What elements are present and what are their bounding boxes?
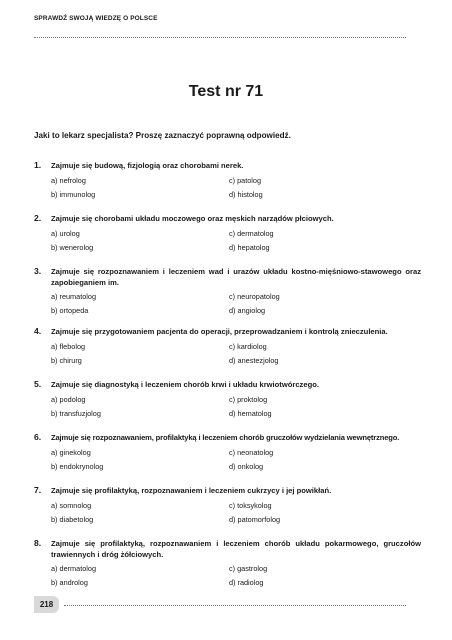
page-title: Test nr 71 [188,83,264,100]
option-b[interactable]: b) endokrynolog [51,462,104,471]
option-d[interactable]: d) anestezjolog [229,356,279,365]
question-text: Zajmuje się diagnostyką i leczeniem chorób krwi i układu krwiotwórczego. [51,380,319,389]
option-d[interactable]: d) patomorfolog [229,515,281,524]
option-d[interactable]: d) radiolog [229,578,264,587]
instruction: Jaki to lekarz specjalista? Proszę zaznaczyć poprawną odpowiedź. [34,131,291,140]
option-a[interactable]: a) podolog [51,395,86,404]
question-number: 4. [34,326,42,336]
option-b[interactable]: b) chirurg [51,356,82,365]
question-text: Zajmuje się profilaktyką, rozpoznawaniem i leczeniem cukrzycy i jej powikłań. [51,486,332,495]
question-number: 7. [34,485,42,495]
option-c[interactable]: c) proktolog [229,395,268,404]
question-text: Zajmuje się rozpoznawaniem, profilaktyką i leczeniem chorób gruczołów wydzielania wewnętrznego. [51,433,400,442]
header-divider [34,37,406,38]
option-b[interactable]: b) androlog [51,578,88,587]
option-b[interactable]: b) transfuzjolog [51,409,101,418]
option-a[interactable]: a) somnolog [51,501,92,510]
option-b[interactable]: b) wenerolog [51,243,94,252]
option-b[interactable]: b) diabetolog [51,515,94,524]
option-a[interactable]: a) reumatolog [51,292,97,301]
option-a[interactable]: a) urolog [51,229,80,238]
option-d[interactable]: d) hepatolog [229,243,270,252]
option-d[interactable]: d) hematolog [229,409,272,418]
option-d[interactable]: d) onkolog [229,462,264,471]
page-number: 218 [34,596,59,613]
option-a[interactable]: a) nefrolog [51,176,86,185]
question-text: Zajmuje się profilaktyką, rozpoznawaniem i leczeniem chorób układu pokarmowego, gruczołów trawiennych i dróg żółciowych. [51,539,421,559]
option-c[interactable]: c) patolog [229,176,262,185]
question-number: 8. [34,538,42,548]
option-c[interactable]: c) toksykolog [229,501,272,510]
option-b[interactable]: b) immunolog [51,190,96,199]
option-c[interactable]: c) neonatolog [229,448,274,457]
option-d[interactable]: d) angiolog [229,306,266,315]
option-a[interactable]: a) dermatolog [51,564,97,573]
footer-divider [64,605,406,606]
option-c[interactable]: c) neuropatolog [229,292,280,301]
question-text: Zajmuje się przygotowaniem pacjenta do operacji, przeprowadzaniem i kontrolą znieczulenia. [51,327,388,336]
section-header: SPRAWDŹ SWOJĄ WIEDZĘ O POLSCE [34,15,158,22]
question-text: Zajmuje się chorobami układu moczowego oraz męskich narządów płciowych. [51,214,334,223]
question-text: Zajmuje się rozpoznawaniem i leczeniem wad i urazów układu kostno-mięśniowo-stawowego oraz zapobieganiem im. [51,267,421,287]
option-c[interactable]: c) kardiolog [229,342,267,351]
question-text: Zajmuje się budową, fizjologią oraz chorobami nerek. [51,161,244,170]
option-b[interactable]: b) ortopeda [51,306,89,315]
option-a[interactable]: a) flebolog [51,342,86,351]
question-number: 3. [34,266,42,276]
question-number: 2. [34,213,42,223]
question-number: 5. [34,379,42,389]
question-number: 6. [34,432,42,442]
option-c[interactable]: c) gastrolog [229,564,268,573]
option-d[interactable]: d) histolog [229,190,263,199]
question-number: 1. [34,160,42,170]
option-a[interactable]: a) ginekolog [51,448,91,457]
option-c[interactable]: c) dermatolog [229,229,274,238]
